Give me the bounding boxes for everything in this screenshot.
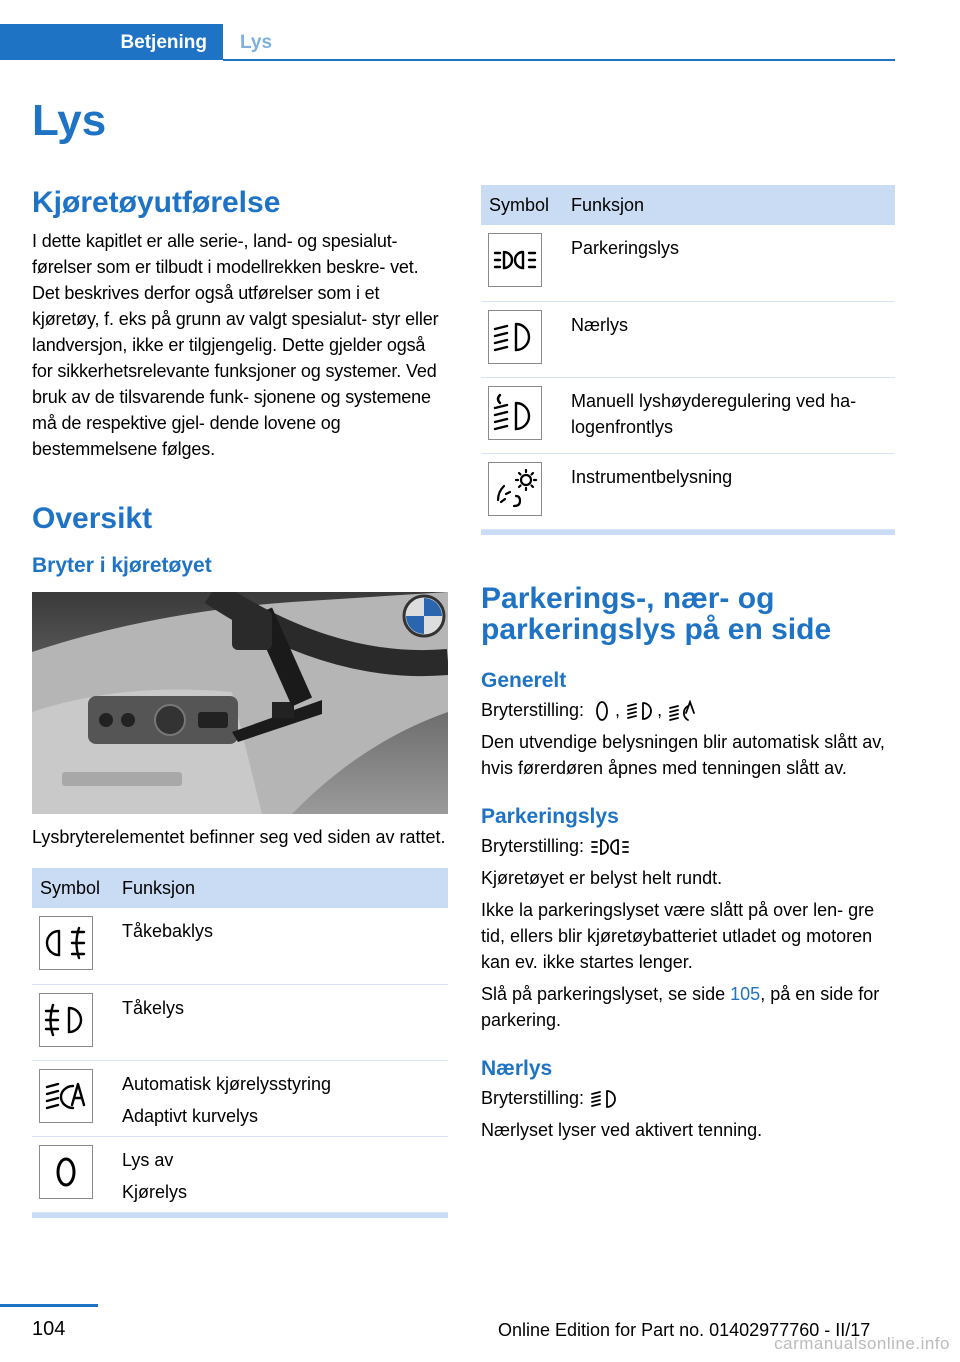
- subsection-title-parkeringslys: Parkeringslys: [481, 804, 619, 828]
- function-label: Tåkelys: [122, 997, 185, 1018]
- lights-off-icon: [39, 1145, 93, 1199]
- edition-note: Online Edition for Part no. 01402977760 - II/17: [498, 1320, 871, 1340]
- lights-off-icon: [589, 700, 615, 722]
- body-text: Slå på parkeringslyset, se side: [481, 983, 731, 1004]
- subsection-title-naerlys: Nærlys: [481, 1056, 553, 1080]
- section-tab[interactable]: Lys: [240, 32, 273, 53]
- function-label: Manuell lyshøyderegulering ved ha‐ logenfrontlys: [571, 390, 857, 437]
- parkeringslys-body-1: Kjøretøyet er belyst helt rundt.: [481, 867, 723, 888]
- function-label: Instrumentbelysning: [571, 466, 733, 487]
- instrument-lighting-icon: [488, 462, 542, 516]
- column-header-symbol: Symbol: [32, 868, 114, 908]
- page-title: Lys: [32, 96, 107, 145]
- separator: ,: [657, 699, 663, 720]
- generelt-body: Den utvendige belysningen blir automatisk slått av, hvis førerdøren åpnes med tenningen slått av.: [481, 731, 885, 778]
- footer-rule: [0, 1304, 98, 1307]
- function-label: Tåkebaklys: [122, 921, 214, 941]
- table-row: [481, 377, 895, 453]
- column-header-function: Funksjon: [114, 868, 448, 908]
- switch-positions: [481, 697, 895, 723]
- switch-label: Bryterstilling:: [481, 835, 585, 856]
- table-end-rule: [481, 530, 895, 535]
- column-header-symbol: Symbol: [481, 185, 563, 225]
- page-reference-link[interactable]: 105: [730, 983, 761, 1004]
- section-title-kjoretoyutforelse: Kjøretøyutførelse: [32, 186, 281, 219]
- auto-headlight-icon: [667, 700, 699, 722]
- body-text: , på en side for parkering.: [481, 983, 880, 1030]
- function-label: Lys av: [122, 1149, 174, 1170]
- low-beam-icon: [488, 310, 542, 364]
- table-row: [481, 301, 895, 377]
- table-row: [481, 225, 895, 301]
- table-end-rule: [32, 1213, 448, 1218]
- watermark: carmanualsonline.info: [774, 1334, 950, 1353]
- headlight-range-icon: [488, 386, 542, 440]
- subsection-title: Bryter i kjøretøyet: [32, 554, 212, 577]
- function-label: Nærlys: [571, 314, 628, 335]
- auto-headlight-icon: [39, 1069, 93, 1123]
- symbol-table-right: [481, 185, 895, 535]
- right-column: [481, 185, 895, 1143]
- parking-light-icon: [488, 233, 542, 287]
- section-body: I dette kapitlet er alle serie-, land- og spesialut‐ førelser som er tilbudt i modellrekken beskre‐ vet. Det beskrives derfor også utførelser som i et kjøretøy, f. eks på grunn av valgt spesialut‐ styr eller landversjon, ikke er tilgjengelig. Dette gjelder også for sikkerhetsrelevante funksjoner og systemer. Ved bruk av de tilsvarende funk‐ sjonene og systemene må de respektive gjel‐ dende lovene og bestemmelsene følges.: [32, 231, 439, 459]
- switch-label: Bryterstilling:: [481, 699, 585, 720]
- low-beam-icon: [625, 700, 657, 722]
- table-row: [32, 908, 448, 984]
- separator: ,: [615, 699, 621, 720]
- parking-light-icon: [589, 836, 631, 858]
- table-row: [32, 1060, 448, 1136]
- switch-positions: [481, 1085, 895, 1111]
- naerlys-body: Nærlyset lyser ved aktivert tenning.: [481, 1119, 763, 1140]
- switch-positions: [481, 833, 895, 859]
- low-beam-icon: [589, 1088, 621, 1110]
- function-label-secondary: Kjørelys: [122, 1181, 188, 1202]
- table-row: [32, 984, 448, 1060]
- front-fog-light-icon: [39, 993, 93, 1047]
- parkeringslys-body-2: Ikke la parkeringslyset være slått på over len‐ gre tid, ellers blir kjøretøybatteriet utladet og motoren kan ev. ikke startes lenger.: [481, 899, 875, 972]
- switch-label: Bryterstilling:: [481, 1087, 585, 1108]
- table-row: [32, 1136, 448, 1212]
- rear-fog-light-icon: [39, 916, 93, 970]
- parkeringslys-body-3: [481, 981, 895, 1033]
- function-label-secondary: Adaptivt kurvelys: [122, 1105, 259, 1126]
- page-number: 104: [32, 1318, 66, 1340]
- chapter-tab-active[interactable]: [0, 24, 223, 60]
- subsection-title-generelt: Generelt: [481, 668, 567, 692]
- function-label: Parkeringslys: [571, 238, 680, 258]
- symbol-table-left: [32, 868, 448, 1218]
- header-rule: [223, 59, 895, 61]
- dashboard-photo: [32, 592, 448, 814]
- chapter-tab-label: Betjening: [120, 32, 207, 53]
- section-title-parking-side: Parkerings-, nær- og parkeringslys på en side: [481, 581, 832, 646]
- column-header-function: Funksjon: [563, 185, 895, 225]
- left-column: [32, 178, 448, 1218]
- function-label: Automatisk kjørelysstyring: [122, 1073, 332, 1094]
- image-caption: Lysbryterelementet befinner seg ved siden av rattet.: [32, 827, 446, 847]
- table-row: [481, 453, 895, 529]
- section-title-oversikt: Oversikt: [32, 502, 153, 535]
